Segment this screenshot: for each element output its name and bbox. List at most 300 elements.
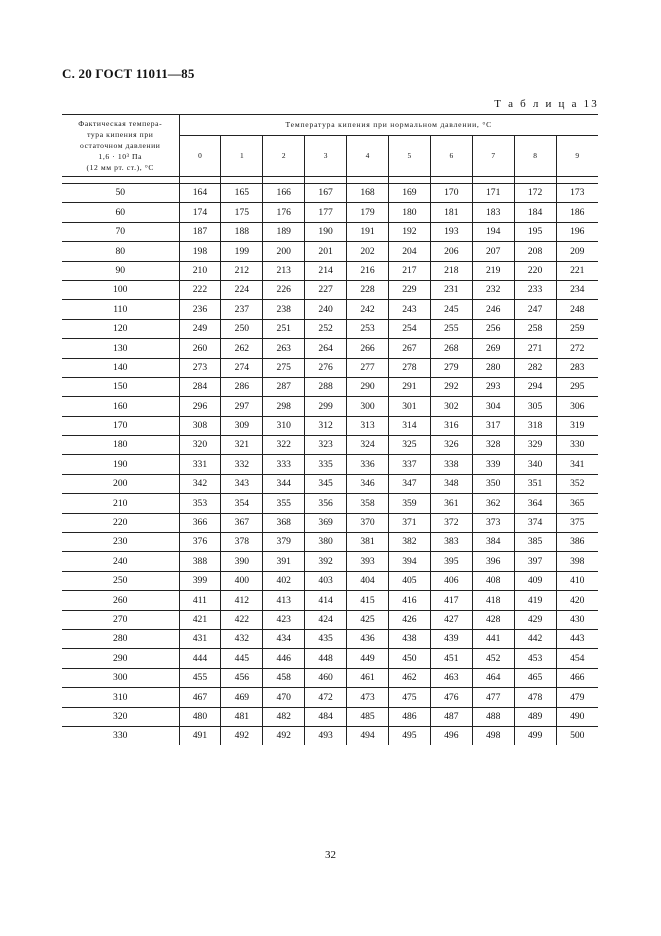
table-cell: 391: [263, 552, 305, 571]
table-row: [62, 668, 598, 687]
table-cell: 424: [305, 610, 347, 629]
table-cell: 430: [556, 610, 598, 629]
table-cell: 439: [430, 629, 472, 648]
table-cell: 216: [347, 261, 389, 280]
row-label-cell: 290: [62, 649, 179, 668]
table-cell: 421: [179, 610, 221, 629]
table-cell: 411: [179, 591, 221, 610]
column-header: 2: [263, 136, 305, 177]
table-cell: 324: [347, 436, 389, 455]
table-cell: 335: [305, 455, 347, 474]
table-cell: 458: [263, 668, 305, 687]
table-cell: 446: [263, 649, 305, 668]
table-cell: 251: [263, 319, 305, 338]
table-cell: 276: [305, 358, 347, 377]
table-cell: 323: [305, 436, 347, 455]
table-cell: 374: [514, 513, 556, 532]
table-cell: 250: [221, 319, 263, 338]
table-cell: 204: [388, 242, 430, 261]
table-cell: 369: [305, 513, 347, 532]
table-cell: 245: [430, 300, 472, 319]
row-label-cell: 120: [62, 319, 179, 338]
table-cell: 472: [305, 688, 347, 707]
table-cell: 396: [472, 552, 514, 571]
row-label-cell: 330: [113, 730, 128, 742]
table-row: [62, 494, 598, 513]
table-cell: 169: [388, 184, 430, 203]
table-cell: 189: [263, 222, 305, 241]
row-label-cell: 320: [62, 707, 179, 726]
table-cell: 210: [179, 261, 221, 280]
table-cell: 249: [179, 319, 221, 338]
table-cell: 384: [472, 533, 514, 552]
row-label-cell: 270: [62, 610, 179, 629]
column-header: 7: [472, 136, 514, 177]
table-cell: 290: [347, 377, 389, 396]
header-spacer-cell: [179, 177, 221, 184]
table-cell: 288: [305, 377, 347, 396]
table-cell: 310: [263, 416, 305, 435]
table-cell: 168: [347, 184, 389, 203]
table-row: [62, 629, 598, 648]
table-row: [62, 280, 598, 299]
table-cell: 275: [263, 358, 305, 377]
table-cell: 445: [221, 649, 263, 668]
row-label-cell: 160: [62, 397, 179, 416]
table-cell: 342: [179, 474, 221, 493]
table-cell: 221: [556, 261, 598, 280]
table-cell: 229: [388, 280, 430, 299]
table-cell: 486: [388, 707, 430, 726]
table-cell: 462: [388, 668, 430, 687]
group-header: Температура кипения при нормальном давлении, °С: [179, 115, 598, 136]
table-cell: 181: [430, 203, 472, 222]
table-cell: 329: [514, 436, 556, 455]
table-cell: 479: [556, 688, 598, 707]
table-cell: 326: [430, 436, 472, 455]
table-cell: 431: [179, 629, 221, 648]
table-cell: 297: [221, 397, 263, 416]
table-cell: 417: [430, 591, 472, 610]
table-cell: 333: [263, 455, 305, 474]
table-cell: 207: [472, 242, 514, 261]
table-row: [62, 339, 598, 358]
table-cell: 170: [430, 184, 472, 203]
table-cell: 226: [263, 280, 305, 299]
table-cell: 405: [388, 571, 430, 590]
table-row: [62, 222, 598, 241]
table-cell: 320: [179, 436, 221, 455]
table-cell: 480: [179, 707, 221, 726]
table-cell: 400: [221, 571, 263, 590]
table-cell: 426: [388, 610, 430, 629]
table-cell: 420: [556, 591, 598, 610]
table-cell: 188: [221, 222, 263, 241]
table-cell: 422: [221, 610, 263, 629]
header-spacer-cell: [221, 177, 263, 184]
table-cell: 300: [347, 397, 389, 416]
table-cell: 224: [221, 280, 263, 299]
header-spacer-cell: [62, 177, 179, 184]
table-cell: 240: [305, 300, 347, 319]
table-cell: 273: [179, 358, 221, 377]
table-cell: 368: [263, 513, 305, 532]
table-cell: 463: [430, 668, 472, 687]
table-cell: 465: [514, 668, 556, 687]
table-cell: 371: [388, 513, 430, 532]
table-cell: 195: [514, 222, 556, 241]
table-cell: 299: [305, 397, 347, 416]
table-cell: 379: [263, 533, 305, 552]
table-cell: 364: [514, 494, 556, 513]
table-cell: 339: [472, 455, 514, 474]
table-cell: 180: [388, 203, 430, 222]
table-cell: 206: [430, 242, 472, 261]
table-cell: 268: [430, 339, 472, 358]
table-row: [62, 707, 598, 726]
table-cell: 167: [305, 184, 347, 203]
row-label-cell: 140: [62, 358, 179, 377]
table-cell: 199: [221, 242, 263, 261]
row-label-cell: 260: [62, 591, 179, 610]
table-cell: 341: [556, 455, 598, 474]
table-cell: 338: [430, 455, 472, 474]
table-cell: 264: [305, 339, 347, 358]
table-cell: 296: [179, 397, 221, 416]
table-row: [62, 688, 598, 707]
table-cell: 375: [556, 513, 598, 532]
row-label-cell: 180: [62, 436, 179, 455]
table-cell: 449: [347, 649, 389, 668]
table-row: [62, 358, 598, 377]
table-cell: 456: [221, 668, 263, 687]
table-row: [62, 571, 598, 590]
table-cell: 304: [472, 397, 514, 416]
table-cell: 312: [305, 416, 347, 435]
table-cell: 309: [221, 416, 263, 435]
table-cell: 481: [221, 707, 263, 726]
table-cell: 176: [263, 203, 305, 222]
table-cell: 464: [472, 668, 514, 687]
table-cell: 279: [430, 358, 472, 377]
table-cell: 348: [430, 474, 472, 493]
header-spacer-cell: [430, 177, 472, 184]
table-cell: 274: [221, 358, 263, 377]
table-cell: 454: [556, 649, 598, 668]
table-cell: 355: [263, 494, 305, 513]
header-spacer-cell: [472, 177, 514, 184]
table-cell: 330: [556, 436, 598, 455]
table-row: [62, 184, 598, 203]
table-cell: 321: [221, 436, 263, 455]
row-label-cell: 310: [62, 688, 179, 707]
table-cell: 393: [347, 552, 389, 571]
page-number: 32: [325, 849, 336, 861]
table-cell: 350: [472, 474, 514, 493]
table-cell: 174: [179, 203, 221, 222]
table-cell: 466: [556, 668, 598, 687]
table-cell: 262: [221, 339, 263, 358]
column-header: 6: [430, 136, 472, 177]
table-cell: 191: [347, 222, 389, 241]
header-spacer-cell: [514, 177, 556, 184]
table-cell: 452: [472, 649, 514, 668]
table-cell: 455: [179, 668, 221, 687]
table-cell: 202: [347, 242, 389, 261]
table-cell: 236: [179, 300, 221, 319]
table-row: [62, 319, 598, 338]
table-cell: 328: [472, 436, 514, 455]
table-cell: 378: [221, 533, 263, 552]
table-cell: 390: [221, 552, 263, 571]
table-cell: 172: [514, 184, 556, 203]
table-cell: 212: [221, 261, 263, 280]
table-cell: 292: [430, 377, 472, 396]
table-cell: 376: [179, 533, 221, 552]
table-cell: 234: [556, 280, 598, 299]
table-cell: 476: [430, 688, 472, 707]
table-cell: 442: [514, 629, 556, 648]
table-cell: 308: [179, 416, 221, 435]
table-cell: 218: [430, 261, 472, 280]
table-cell: 362: [472, 494, 514, 513]
header-spacer-cell: [556, 177, 598, 184]
row-label-cell: 130: [62, 339, 179, 358]
header-spacer-cell: [263, 177, 305, 184]
stub-header-line: тура кипения при: [87, 130, 154, 139]
table-cell: 370: [347, 513, 389, 532]
table-cell: 365: [556, 494, 598, 513]
table-cell: 418: [472, 591, 514, 610]
table-row: [62, 610, 598, 629]
table-cell: 345: [305, 474, 347, 493]
table-cell: 253: [347, 319, 389, 338]
row-label-cell: 250: [62, 571, 179, 590]
table-cell: 313: [347, 416, 389, 435]
table-cell: 306: [556, 397, 598, 416]
table-cell: 217: [388, 261, 430, 280]
table-cell: 359: [388, 494, 430, 513]
table-cell: 381: [347, 533, 389, 552]
table-cell: 280: [472, 358, 514, 377]
header-spacer-cell: [305, 177, 347, 184]
column-header: 1: [221, 136, 263, 177]
table-cell: 402: [263, 571, 305, 590]
table-cell: 192: [388, 222, 430, 241]
table-cell: 410: [556, 571, 598, 590]
table-row: [62, 397, 598, 416]
table-cell: 444: [179, 649, 221, 668]
table-cell: 231: [430, 280, 472, 299]
table-cell: 397: [514, 552, 556, 571]
table-cell: 413: [263, 591, 305, 610]
table-cell: 399: [179, 571, 221, 590]
table-cell: 247: [514, 300, 556, 319]
table-cell: 404: [347, 571, 389, 590]
table-cell: 372: [430, 513, 472, 532]
table-cell: 179: [347, 203, 389, 222]
table-cell: 227: [305, 280, 347, 299]
row-label-cell: 50: [62, 184, 179, 203]
row-label-cell: 110: [62, 300, 179, 319]
table-cell: 358: [347, 494, 389, 513]
table-cell: 186: [556, 203, 598, 222]
table-cell: 429: [514, 610, 556, 629]
row-label-cell: 100: [62, 280, 179, 299]
table-row: [62, 436, 598, 455]
table-cell: 177: [305, 203, 347, 222]
column-header: 0: [198, 151, 202, 161]
table-cell: 164: [179, 184, 221, 203]
table-cell: 340: [514, 455, 556, 474]
table-cell: 443: [556, 629, 598, 648]
column-header: 4: [347, 136, 389, 177]
table-cell: 453: [514, 649, 556, 668]
table-cell: 331: [179, 455, 221, 474]
table-cell: 488: [472, 707, 514, 726]
table-cell: 183: [472, 203, 514, 222]
table-cell: 351: [514, 474, 556, 493]
row-label-cell: 70: [62, 222, 179, 241]
table-cell: 419: [514, 591, 556, 610]
boiling-temperature-table: [62, 114, 598, 745]
table-cell: 298: [263, 397, 305, 416]
table-cell: 278: [388, 358, 430, 377]
row-label-cell: 300: [62, 668, 179, 687]
page-header: С. 20 ГОСТ 11011—85: [62, 66, 195, 81]
table-cell: 484: [305, 707, 347, 726]
table-cell: 198: [179, 242, 221, 261]
row-label-cell: 230: [62, 533, 179, 552]
table-cell: 220: [514, 261, 556, 280]
column-header: 3: [305, 136, 347, 177]
table-cell: 435: [305, 629, 347, 648]
table-cell: 406: [430, 571, 472, 590]
table-cell: 380: [305, 533, 347, 552]
table-cell: 494: [347, 726, 389, 745]
table-cell: 259: [556, 319, 598, 338]
row-label-cell: 200: [62, 474, 179, 493]
table-cell: 425: [347, 610, 389, 629]
table-cell: 243: [388, 300, 430, 319]
table-cell: 222: [179, 280, 221, 299]
table-cell: 416: [388, 591, 430, 610]
table-cell: 301: [388, 397, 430, 416]
table-cell: 386: [556, 533, 598, 552]
table-cell: 325: [388, 436, 430, 455]
stub-header-line: остаточном давлении: [80, 141, 161, 150]
table-cell: 470: [263, 688, 305, 707]
header-spacer-cell: [347, 177, 389, 184]
table-cell: 414: [305, 591, 347, 610]
table-cell: 383: [430, 533, 472, 552]
table-cell: 286: [221, 377, 263, 396]
table-cell: 187: [179, 222, 221, 241]
table-cell: 451: [430, 649, 472, 668]
table-cell: 388: [179, 552, 221, 571]
table-cell: 314: [388, 416, 430, 435]
table-cell: 248: [556, 300, 598, 319]
table-cell: 496: [430, 726, 472, 745]
header-spacer-cell: [388, 177, 430, 184]
table-cell: 467: [179, 688, 221, 707]
table-row: [62, 203, 598, 222]
table-cell: 175: [221, 203, 263, 222]
table-cell: 214: [305, 261, 347, 280]
table-cell: 228: [347, 280, 389, 299]
table-cell: 478: [514, 688, 556, 707]
table-cell: 491: [179, 726, 221, 745]
table-cell: 184: [514, 203, 556, 222]
row-label-cell: 210: [62, 494, 179, 513]
table-cell: 487: [430, 707, 472, 726]
table-cell: 165: [221, 184, 263, 203]
table-cell: 295: [556, 377, 598, 396]
column-header: 8: [514, 136, 556, 177]
table-row: [62, 649, 598, 668]
table-cell: 473: [347, 688, 389, 707]
table-row: [62, 474, 598, 493]
row-label-cell: 280: [62, 629, 179, 648]
table-cell: 382: [388, 533, 430, 552]
table-row: [62, 455, 598, 474]
table-row: [62, 552, 598, 571]
table-cell: 395: [430, 552, 472, 571]
table-cell: 194: [472, 222, 514, 241]
row-label-cell: 240: [62, 552, 179, 571]
table-cell: 408: [472, 571, 514, 590]
table-row: [62, 513, 598, 532]
table-cell: 305: [514, 397, 556, 416]
table-cell: 499: [514, 726, 556, 745]
table-cell: 354: [221, 494, 263, 513]
table-cell: 485: [347, 707, 389, 726]
table-cell: 319: [556, 416, 598, 435]
row-label-cell: 150: [62, 377, 179, 396]
table-row: [62, 533, 598, 552]
table-cell: 394: [388, 552, 430, 571]
table-cell: 448: [305, 649, 347, 668]
table-cell: 412: [221, 591, 263, 610]
table-cell: 238: [263, 300, 305, 319]
table-cell: 209: [556, 242, 598, 261]
table-row: [62, 377, 598, 396]
table-cell: 263: [263, 339, 305, 358]
table-row: [62, 591, 598, 610]
stub-header-line: 1,6 · 10³ Па: [98, 152, 143, 161]
table-cell: 200: [263, 242, 305, 261]
table-cell: 353: [179, 494, 221, 513]
row-label-cell: 90: [62, 261, 179, 280]
table-cell: 252: [305, 319, 347, 338]
table-caption: Т а б л и ц а 13: [494, 98, 599, 110]
table-cell: 255: [430, 319, 472, 338]
row-label-cell: 170: [62, 416, 179, 435]
table-cell: 283: [556, 358, 598, 377]
table-cell: 352: [556, 474, 598, 493]
table-cell: 293: [472, 377, 514, 396]
table-cell: 196: [556, 222, 598, 241]
table-row: [62, 242, 598, 261]
table-cell: 398: [556, 552, 598, 571]
table-cell: 489: [514, 707, 556, 726]
row-label-cell: 80: [62, 242, 179, 261]
table-cell: 282: [514, 358, 556, 377]
table-cell: 469: [221, 688, 263, 707]
table-cell: 347: [388, 474, 430, 493]
table-cell: 316: [430, 416, 472, 435]
table-cell: 256: [472, 319, 514, 338]
